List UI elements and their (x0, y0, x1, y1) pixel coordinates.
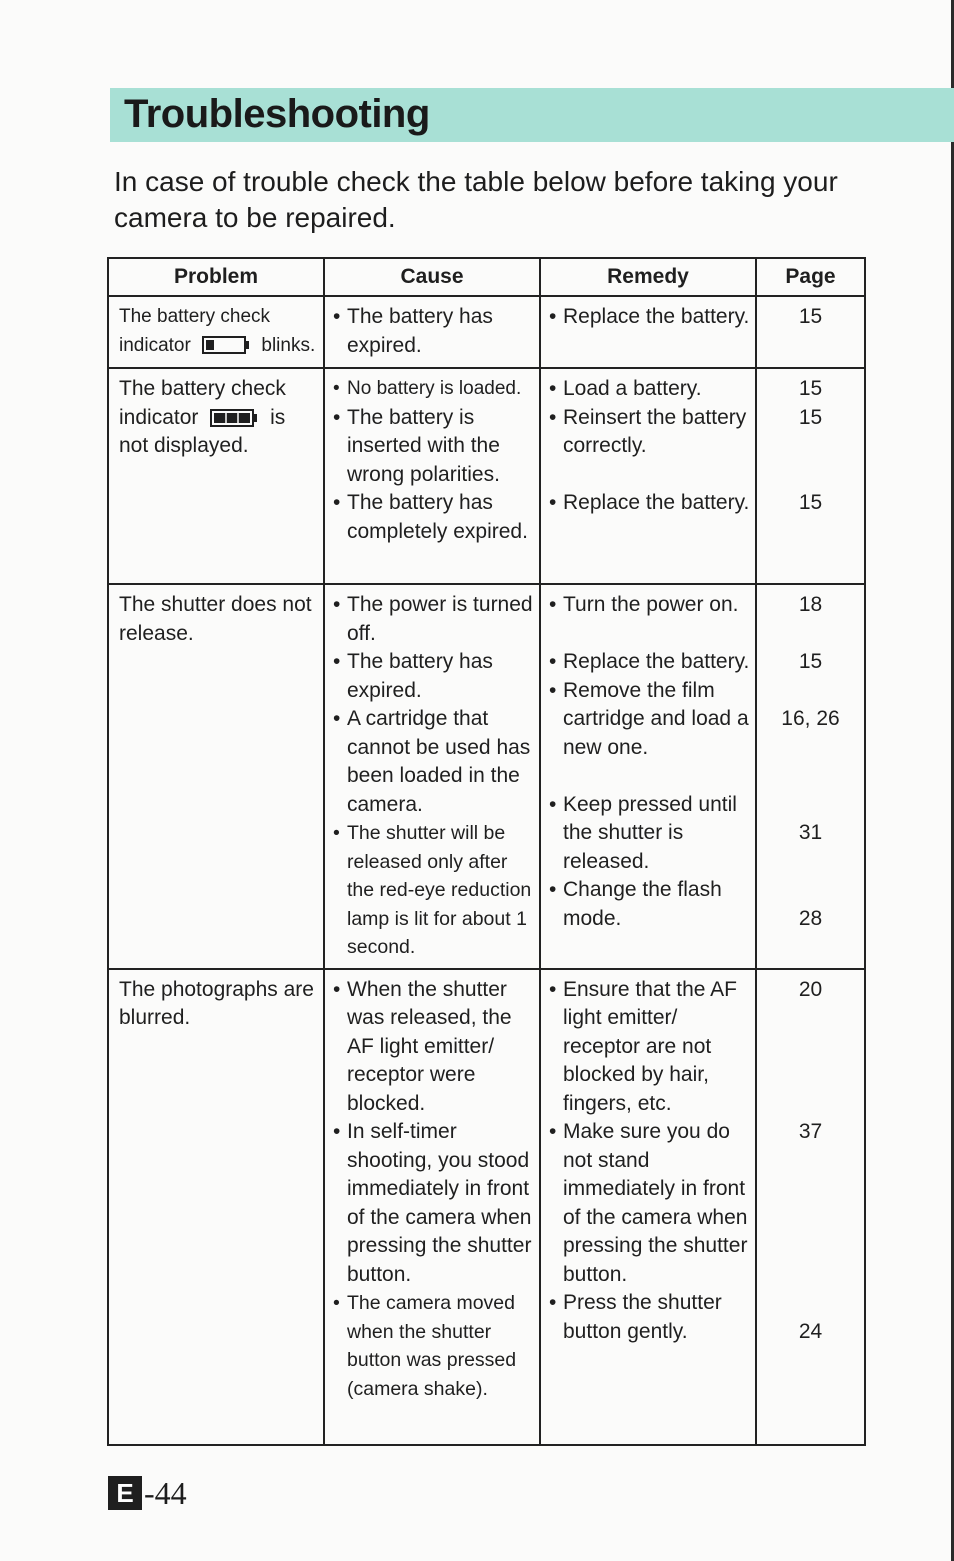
remedy-item: • Turn the power on. (549, 591, 751, 620)
problem-cell (108, 368, 324, 584)
cause-cell (324, 296, 540, 368)
battery-empty-icon (202, 336, 250, 354)
cause-item: • No battery is loaded. (333, 375, 535, 404)
page-ref: 28 (798, 906, 823, 930)
problem-cell (108, 296, 324, 368)
page-ref: 15 (798, 491, 823, 514)
battery-full-icon (210, 409, 258, 427)
remedy-item: • Ensure that the AF light emitter/ receptor are not blocked by hair, fingers, etc. (549, 976, 751, 1119)
problem-text: The battery check indicator (119, 306, 271, 356)
header-cause: Cause (324, 258, 540, 296)
page-ref: 31 (798, 821, 823, 844)
page-ref: 15 (798, 650, 823, 673)
page-cell (756, 584, 865, 969)
remedy-item: • Keep pressed until the shutter is released. (549, 791, 751, 877)
cause-cell (324, 584, 540, 969)
page-ref: 15 (798, 305, 823, 328)
remedy-item: • Replace the battery. (549, 648, 751, 677)
page-cell (756, 969, 865, 1445)
intro-text: In case of trouble check the table below before taking your camera to be repaired. (114, 166, 838, 233)
page-ref: 24 (798, 1319, 823, 1343)
problem-text: The battery check indicator (119, 377, 286, 429)
page-cell (756, 368, 865, 584)
problem-text-suffix: is not displayed. (119, 405, 286, 457)
problem-text: The shutter does not release. (119, 593, 312, 645)
table-row (108, 969, 865, 1445)
page-ref: 16, 26 (781, 707, 840, 730)
page-ref: 15 (798, 377, 823, 400)
remedy-cell (540, 584, 756, 969)
remedy-item: • Load a battery. (549, 375, 751, 404)
cause-item: • The battery has expired. (333, 648, 535, 705)
remedy-cell (540, 296, 756, 368)
remedy-item: • Make sure you do not stand immediately in front of the camera when pressing the shutter button. (549, 1118, 751, 1289)
page-ref: 20 (798, 977, 823, 1001)
cause-item: • The shutter will be released only after the red-eye reduction lamp is lit for about 1 second. (333, 819, 535, 962)
table-row (108, 368, 865, 584)
cause-item: • The camera moved when the shutter button was pressed (camera shake). (333, 1289, 535, 1403)
problem-text: The photographs are blurred. (119, 977, 314, 1029)
cause-item: • In self-timer shooting, you stood immediately in front of the camera when pressing the shutter button. (333, 1118, 535, 1289)
problem-cell (108, 969, 324, 1445)
page-ref: 15 (798, 405, 823, 429)
cause-cell (324, 969, 540, 1445)
page-cell (756, 296, 865, 368)
problem-text-suffix: blinks. (261, 334, 316, 356)
header-page: Page (756, 258, 865, 296)
title-banner (110, 88, 954, 142)
remedy-item: • Change the flash mode. (549, 876, 751, 933)
cause-item: • The battery has completely expired. (333, 489, 535, 546)
remedy-item: • Remove the film cartridge and load a new one. (549, 677, 751, 763)
cause-item: • A cartridge that cannot be used has been loaded in the camera. (333, 705, 535, 819)
header-problem: Problem (108, 258, 324, 296)
remedy-cell (540, 969, 756, 1445)
remedy-item: • Reinsert the battery correctly. (549, 404, 751, 461)
page-footer (108, 1476, 187, 1510)
table-row (108, 296, 865, 368)
table-row (108, 584, 865, 969)
page-title: Troubleshooting (124, 92, 430, 136)
section-letter-badge: E (108, 1476, 142, 1510)
troubleshooting-table (107, 257, 866, 1446)
remedy-item: • Replace the battery. (549, 303, 751, 332)
cause-item: • The battery has expired. (333, 303, 535, 360)
header-remedy: Remedy (540, 258, 756, 296)
remedy-item: • Replace the battery. (549, 489, 751, 518)
remedy-item: • Press the shutter button gently. (549, 1289, 751, 1346)
cause-item: • The power is turned off. (333, 591, 535, 648)
table-header-row (108, 258, 865, 296)
cause-cell (324, 368, 540, 584)
remedy-cell (540, 368, 756, 584)
cause-item: • The battery is inserted with the wrong polarities. (333, 404, 535, 490)
page-ref: 18 (798, 593, 823, 616)
page-ref: 37 (798, 1120, 823, 1143)
problem-cell (108, 584, 324, 969)
cause-item: • When the shutter was released, the AF light emitter/ receptor were blocked. (333, 976, 535, 1119)
page-number: -44 (144, 1474, 187, 1511)
